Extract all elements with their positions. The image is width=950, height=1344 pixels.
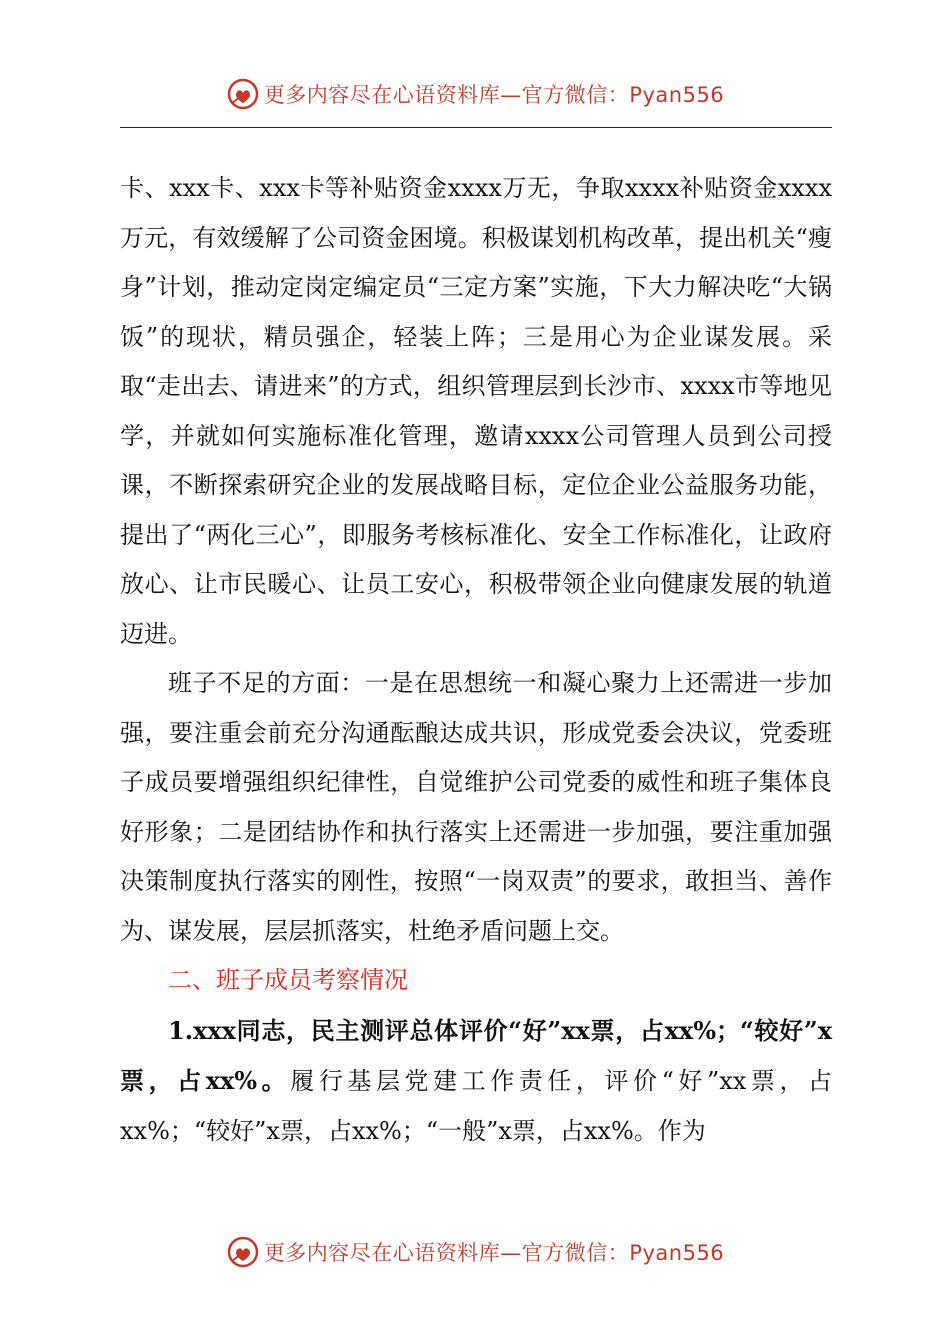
hand-heart-logo-icon: [226, 77, 260, 111]
body-paragraph-1: 卡、xxx卡、xxx卡等补贴资金xxxx万无，争取xxxx补贴资金xxxx万元，有效缓解了公司资金困境。积极谋划机构改革，提出机关“瘦身”计划，推动定岗定编定员“三定方案”实施，下大力解决吃“大锅饭”的现状，精员强企，轻装上阵；三是用心为企业谋发展。采取“走出去、请进来”的方式，组织管理层到长沙市、xxxx市等地见学，并就如何实施标准化管理，邀请xxxx公司管理人员到公司授课，不断探索研究企业的发展战略目标，定位企业公益服务功能，提出了“两化三心”，即服务考核标准化、安全工作标准化，让政府放心、让市民暖心、让员工安心，积极带领企业向健康发展的轨道迈进。: [120, 174, 832, 648]
footer-banner: [0, 1226, 950, 1278]
header-banner: [0, 68, 950, 120]
member-evaluation-text: 履行基层党建工作责任，评价“好”xx票，占xx%；“较好”x票，占xx%；“一般”x票，占xx%。作为: [120, 1067, 833, 1145]
header-banner-text: 更多内容尽在心语资料库—官方微信：Pyan556: [263, 83, 725, 107]
member-evaluation-lead: 1.xxx同志，民主测评总体评价“好”xx票，占xx%；“较好”x票，占xx%。: [120, 1015, 832, 1095]
footer-banner-text: 更多内容尽在心语资料库—官方微信：Pyan556: [263, 1241, 725, 1265]
body-paragraph-2: 班子不足的方面：一是在思想统一和凝心聚力上还需进一步加强，要注重会前充分沟通酝酿达成共识，形成党委会决议，党委班子成员要增强组织纪律性，自觉维护公司党委的威性和班子集体良好形象；二是团结协作和执行落实上还需进一步加强，要注重加强决策制度执行落实的刚性，按照“一岗双责”的要求，敢担当、善作为、谋发展，层层抓落实，杜绝矛盾问题上交。: [120, 669, 832, 945]
section-heading: 二、班子成员考察情况: [168, 966, 408, 994]
header-divider: [120, 127, 832, 128]
document-body: [120, 164, 832, 1156]
body-paragraph-3: [120, 1006, 832, 1157]
hand-heart-logo-icon: [226, 1235, 260, 1269]
